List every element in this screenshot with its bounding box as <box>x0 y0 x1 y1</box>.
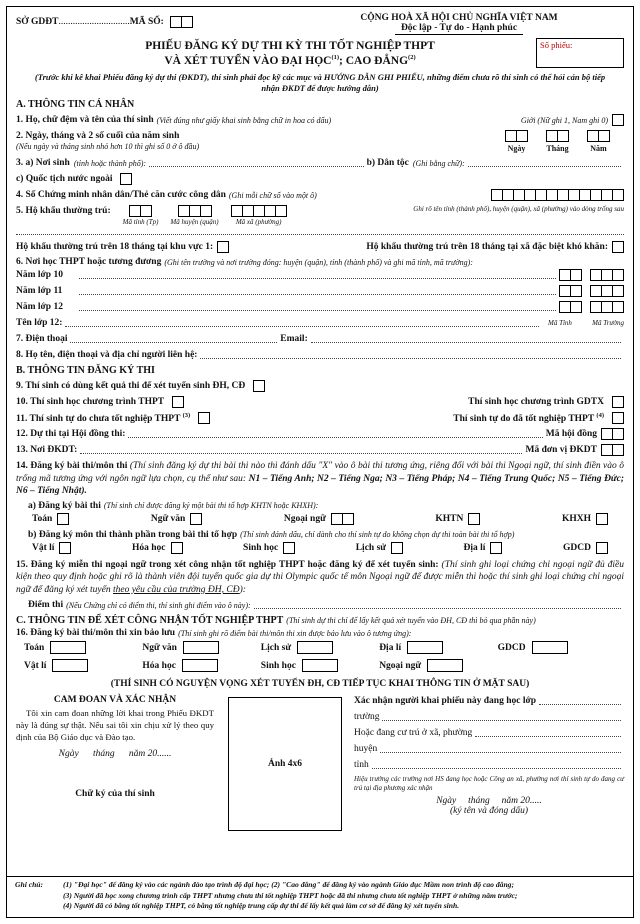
candidate-signature-label: Chữ ký của thí sinh <box>75 789 155 800</box>
ghi-chu-label: Ghi chú: <box>15 880 44 890</box>
reserve-label: GDCD <box>497 642 526 653</box>
confirm-line-2 <box>354 711 624 723</box>
exam-council-label: 12. Dự thi tại Hội đồng thi: <box>16 429 126 440</box>
confirm-class-label: Xác nhận người khai phiếu này đang học lớp <box>354 696 537 707</box>
item-14b-label-row <box>16 530 624 540</box>
school-province-11-boxes[interactable] <box>559 285 582 297</box>
subject-vat-li-box[interactable] <box>59 542 71 554</box>
footnote-ref-2: (2) <box>408 54 416 62</box>
reserve-dia-li-box[interactable] <box>407 641 443 654</box>
month-label: Tháng <box>546 144 569 154</box>
subject-label: KHTN <box>435 513 464 524</box>
graduated-candidate-box[interactable] <box>612 412 624 424</box>
class-12-field[interactable] <box>65 317 539 327</box>
residence-province-boxes[interactable] <box>129 205 152 217</box>
reserve-label: Vật lí <box>24 660 47 671</box>
item-12 <box>16 428 624 440</box>
subject-khtn-box[interactable] <box>468 513 480 525</box>
reserve-toan <box>24 641 142 654</box>
item2-note: (Nếu ngày và tháng sinh nhỏ hơn 10 thì ghi số 0 ở ô đầu) <box>16 142 200 152</box>
reserve-label: Hóa học <box>142 660 176 671</box>
input-box-cell[interactable] <box>275 205 287 217</box>
subject-sinh-hoc-box[interactable] <box>283 542 295 554</box>
residence-district-caption: Mã huyện (quận) <box>170 218 219 227</box>
signature-area[interactable] <box>16 759 214 789</box>
input-box-cell[interactable] <box>190 513 202 525</box>
subject-gdcd-box[interactable] <box>596 542 608 554</box>
item-15-intro <box>16 559 624 597</box>
input-box-cell[interactable] <box>612 444 624 456</box>
so-gddt-blank[interactable]: .............................. <box>58 17 130 28</box>
reserve-ngu-van <box>142 641 260 654</box>
input-box-cell[interactable] <box>570 301 582 313</box>
continue-note: (THÍ SINH CÓ NGUYỆN VỌNG XÉT TUYỂN ĐH, CĐ TIẾP TỤC KHAI THÔNG TIN Ở MẶT SAU) <box>110 679 530 690</box>
subject-khxh <box>562 513 608 525</box>
input-box-cell[interactable] <box>598 130 610 142</box>
photo-label: Ảnh 4x6 <box>267 759 303 770</box>
thpt-program-box[interactable] <box>172 396 184 408</box>
subject-hoa-hoc-box[interactable] <box>171 542 183 554</box>
grade-11-label: Năm lớp 11 <box>16 286 63 297</box>
declaration-block <box>16 695 214 831</box>
section-c-note: (Thí sinh dự thi chỉ để lấy kết quả xét tuyển vào ĐH, CĐ thì bỏ qua phần này) <box>286 616 536 626</box>
reserve-gdcd <box>498 641 616 654</box>
confirm-school-label: trường <box>354 712 380 723</box>
footnote-ref-3: (3) <box>182 412 191 420</box>
reserve-hoa-hoc-box[interactable] <box>182 659 218 672</box>
input-box-cell[interactable] <box>200 205 212 217</box>
grade-10-label: Năm lớp 10 <box>16 270 63 281</box>
reserve-dia-li <box>379 641 497 654</box>
input-box-cell[interactable] <box>557 130 569 142</box>
birthplace-field[interactable] <box>149 157 364 167</box>
dob-day <box>505 130 528 153</box>
input-box-cell[interactable] <box>612 189 624 201</box>
item-10 <box>16 396 624 408</box>
item-14-intro <box>16 460 624 498</box>
id-number-label: 4. Số Chứng minh nhân dân/Thẻ căn cước công dân <box>16 190 226 201</box>
subject-hoa-hoc <box>132 542 183 554</box>
confirm-province-field[interactable] <box>372 759 621 769</box>
footnotes-text <box>63 880 517 912</box>
confirm-province-label: tỉnh <box>354 760 369 771</box>
section-a-title: A. THÔNG TIN CÁ NHÂN <box>16 99 135 111</box>
confirm-ward-label: Hoặc đang cư trú ở xã, phường <box>354 728 473 739</box>
foreign-nationality-box[interactable] <box>120 173 132 185</box>
reserve-sinh-hoc-box[interactable] <box>302 659 338 672</box>
item15-label: 15. Đăng ký miễn thi ngoại ngữ trong xét công nhận tốt nghiệp THPT hoặc đăng ký để xét tuyển sinh: <box>16 559 439 570</box>
item-4 <box>16 189 624 201</box>
input-box-cell[interactable] <box>59 542 71 554</box>
reserve-scores-row2 <box>16 659 624 672</box>
residence-address-field[interactable] <box>16 230 624 235</box>
form-title-line1: PHIẾU ĐĂNG KÝ DỰ THI KỲ THI TỐT NGHIỆP THPT <box>145 40 435 52</box>
subject-lich-su <box>356 542 403 554</box>
input-box-cell[interactable] <box>198 412 210 424</box>
input-box-cell[interactable] <box>253 380 265 392</box>
input-box-cell[interactable] <box>391 542 403 554</box>
title-area <box>16 39 624 69</box>
footnote-ref-4: (4) <box>596 412 604 420</box>
title-line2-text2: ; CAO ĐẲNG <box>339 54 409 67</box>
subject-ngu-van <box>151 513 202 525</box>
input-box-cell[interactable] <box>468 513 480 525</box>
item16-label: 16. Đăng ký bài thi/môn thi xin bảo lưu <box>16 628 176 639</box>
reserve-label: Sinh học <box>260 660 296 671</box>
reserve-ngoai-ngu <box>379 659 497 672</box>
reserve-ngu-van-box[interactable] <box>183 641 219 654</box>
input-box-cell[interactable] <box>612 428 624 440</box>
reserve-vat-li <box>24 659 142 672</box>
input-box-cell[interactable] <box>140 205 152 217</box>
email-field[interactable] <box>311 333 621 343</box>
day-label: Ngày <box>507 144 526 154</box>
input-box-cell[interactable] <box>596 542 608 554</box>
ethnicity-field[interactable] <box>468 157 621 167</box>
item-3ab <box>16 157 624 169</box>
dkdt-unit-code-label: Mã đơn vị ĐKDT <box>525 445 597 456</box>
subject-lich-su-box[interactable] <box>391 542 403 554</box>
school-section-label: 6. Nơi học THPT hoặc tương đương <box>16 257 162 268</box>
reserve-label: Toán <box>24 642 45 653</box>
phone-label: 7. Điện thoại <box>16 334 68 345</box>
item2-label: 2. Ngày, tháng và 2 số cuối của năm sinh <box>16 131 180 142</box>
department-line <box>16 13 193 28</box>
item-13 <box>16 444 624 456</box>
subject-dia-li <box>464 542 503 554</box>
subject-toan <box>32 513 69 525</box>
confirm-line-5 <box>354 759 624 771</box>
confirm-ward-field[interactable] <box>475 727 621 737</box>
residence-district <box>170 205 218 226</box>
item-1 <box>16 114 624 126</box>
input-box-cell[interactable] <box>342 513 354 525</box>
bottom-section <box>16 695 624 831</box>
ma-so-label: MÃ SỐ: <box>129 17 164 28</box>
kv1-box[interactable] <box>217 241 229 253</box>
photo-box <box>228 697 342 831</box>
free-candidate-label: 11. Thí sinh tự do chưa tốt nghiệp THPT $^{(3)}$ <box>16 412 191 425</box>
id-number-boxes[interactable] <box>491 189 624 201</box>
section-c-title-row <box>16 615 624 626</box>
residence-label: 5. Hộ khẩu thường trú: <box>16 206 111 217</box>
reserve-sinh-hoc <box>261 659 379 672</box>
difficult-area-box[interactable] <box>612 241 624 253</box>
gender-box[interactable] <box>612 114 624 126</box>
national-header <box>294 13 624 35</box>
grade-12-label: Năm lớp 12 <box>16 302 63 313</box>
residence-district-boxes[interactable] <box>178 205 212 217</box>
school-code-10-boxes[interactable] <box>590 269 624 281</box>
input-box-cell[interactable] <box>570 269 582 281</box>
confirm-authority-note: Hiệu trưởng các trường nơi HS đang học hoặc Công an xã, phường nơi thí sinh tự do đang cư trú tại địa phương xác nhận <box>354 775 624 793</box>
id-number-note: (Ghi mỗi chữ số vào một ô) <box>228 190 317 200</box>
item15-note-end: ): <box>239 584 246 595</box>
subject-label: Ngữ văn <box>150 513 186 524</box>
dkdt-unit-code-boxes[interactable] <box>601 444 624 456</box>
year-boxes[interactable] <box>587 130 610 142</box>
class-12-row <box>16 317 624 329</box>
item-14a-label-row <box>16 501 624 511</box>
confirm-line-1 <box>354 695 624 707</box>
input-box-cell[interactable] <box>612 285 624 297</box>
residence-ward <box>231 205 287 226</box>
declaration-date-line: Ngày tháng năm 20...... <box>58 749 172 760</box>
section-c-title: C. THÔNG TIN ĐỂ XÉT CÔNG NHẬN TỐT NGHIỆP THPT <box>16 615 284 627</box>
subject-label: Hóa học <box>131 542 166 553</box>
dob-year <box>587 130 610 153</box>
school-province-12-boxes[interactable] <box>559 301 582 313</box>
item-6-label-row <box>16 257 624 267</box>
confirm-class-field[interactable] <box>539 695 621 705</box>
school-year-12-row <box>16 301 624 313</box>
subject-label: Ngoại ngữ <box>283 513 326 524</box>
footnotes <box>7 876 633 917</box>
residence-ward-boxes[interactable] <box>231 205 287 217</box>
exam-group-b-row <box>16 542 624 554</box>
input-box-cell[interactable] <box>612 301 624 313</box>
input-box-cell[interactable] <box>516 130 528 142</box>
phone-field[interactable] <box>70 333 277 343</box>
item1-label: 1. Họ, chữ đệm và tên của thí sinh <box>16 115 154 126</box>
item-9 <box>16 380 624 392</box>
residence-ward-caption: Mã xã (phường) <box>235 218 282 227</box>
reserve-hoa-hoc <box>142 659 260 672</box>
kv1-label: Hộ khẩu thường trú trên 18 tháng tại khu vực 1: <box>16 242 214 253</box>
contact-person-field[interactable] <box>200 349 621 359</box>
input-box-cell[interactable] <box>490 542 502 554</box>
school-name-10-field[interactable] <box>79 269 556 279</box>
subject-label: Sinh học <box>243 542 279 553</box>
so-phieu-box[interactable] <box>536 38 624 68</box>
birthplace-note: (tỉnh hoặc thành phố): <box>73 158 147 168</box>
intro-note: (Trước khi kê khai Phiếu đăng ký dự thi (ĐKDT), thí sinh phải đọc kỹ các mục và HƯỚNG DẪN GHI PHIẾU, những điểm chưa rõ thí sinh có thể hỏi cán bộ tiếp nhận ĐKDT để được hướng dẫn) <box>34 71 606 93</box>
subject-ngoai-ngu <box>284 513 354 525</box>
reserve-ngoai-ngu-box[interactable] <box>427 659 463 672</box>
subject-label: Lịch sử <box>355 542 386 553</box>
foreign-nationality-label: c) Quốc tịch nước ngoài <box>16 174 113 185</box>
form-title-line2 <box>16 54 564 69</box>
ma-tinh-caption: Mã Tỉnh <box>548 319 572 328</box>
subject-label: GDCD <box>562 542 591 553</box>
input-box-cell[interactable] <box>171 542 183 554</box>
reserve-vat-li-box[interactable] <box>52 659 88 672</box>
dob-month <box>546 130 569 153</box>
item15-note: (Thí sinh ghi loại chứng chỉ ngoại ngữ đủ điều kiện theo quy định hoặc ghi rõ là thành viên đội tuyển quốc gia dự thi Olympic quốc tế môn Ngoại ngữ để được miễn thi hoặc thí sinh ghi loại chứng chỉ ngoại ngữ để đăng ký xét tuyển <box>16 559 624 595</box>
email-label: Email: <box>280 334 308 345</box>
subject-label: KHXH <box>561 513 591 524</box>
item16-note: (Thí sinh ghi rõ điểm bài thi/môn thi xin được bảo lưu vào ô tương ứng): <box>178 628 412 638</box>
school-year-11-row <box>16 285 624 297</box>
item14-languages: N1 – Tiếng Anh; N2 – Tiếng Nga; N3 – Tiếng Pháp; N4 – Tiếng Trung Quốc; N5 – Tiếng Đức; N6 – Tiếng Nhật). <box>16 473 624 497</box>
gdtx-program-label: Thí sinh học chương trình GDTX <box>468 397 604 408</box>
council-code-boxes[interactable] <box>601 428 624 440</box>
use-result-label: 9. Thí sinh có dùng kết quả thi để xét tuyển sinh ĐH, CĐ <box>16 381 246 392</box>
reserve-gdcd-box[interactable] <box>532 641 568 654</box>
item1-note: (Viết đúng như giấy khai sinh bằng chữ in hoa có dấu) <box>156 115 332 125</box>
subject-label: Vật lí <box>32 542 55 553</box>
input-box-cell[interactable] <box>612 269 624 281</box>
school-province-10-boxes[interactable] <box>559 269 582 281</box>
reserve-lich-su <box>261 641 379 654</box>
subject-toan-box[interactable] <box>57 513 69 525</box>
input-box-cell[interactable] <box>612 241 624 253</box>
item-16-label-row <box>16 628 624 638</box>
input-box-cell[interactable] <box>181 16 193 28</box>
dkdt-place-label: 13. Nơi ĐKDT: <box>16 445 78 456</box>
subject-sinh-hoc <box>243 542 295 554</box>
school-code-12-boxes[interactable] <box>590 301 624 313</box>
subject-gdcd <box>563 542 608 554</box>
subject-vat-li <box>32 542 71 554</box>
residence-province <box>123 205 159 226</box>
subject-khtn <box>435 513 480 525</box>
reserve-lich-su-box[interactable] <box>297 641 333 654</box>
item14b-note: (Thí sinh đánh dấu, chỉ dành cho thí sinh tự do không chọn dự thi toàn bài thi tổ hợp) <box>240 530 515 540</box>
subject-dia-li-box[interactable] <box>490 542 502 554</box>
input-box-cell[interactable] <box>172 396 184 408</box>
input-box-cell[interactable] <box>120 173 132 185</box>
gdtx-program-box[interactable] <box>612 396 624 408</box>
item14b-label: b) Đăng ký môn thi thành phần trong bài thi tổ hợp <box>28 529 238 540</box>
ma-truong-caption: Mã Trường <box>592 319 624 328</box>
input-box-cell[interactable] <box>612 412 624 424</box>
input-box-cell[interactable] <box>612 396 624 408</box>
confirm-school-field[interactable] <box>382 711 621 721</box>
input-box-cell[interactable] <box>612 114 624 126</box>
dob-labels <box>16 130 199 153</box>
exam-council-field[interactable] <box>128 428 542 438</box>
reserve-scores-row1 <box>16 641 624 654</box>
item14a-label: a) Đăng ký bài thi <box>28 500 101 511</box>
form-border <box>6 6 634 918</box>
so-phieu-label: Số phiếu: <box>540 40 573 50</box>
free-candidate-box[interactable] <box>198 412 210 424</box>
input-box-cell[interactable] <box>283 542 295 554</box>
school-code-11-boxes[interactable] <box>590 285 624 297</box>
contact-person-label: 8. Họ tên, điện thoại và địa chỉ người liên hệ: <box>16 350 198 361</box>
input-box-cell[interactable] <box>57 513 69 525</box>
score-note: (Nếu Chứng chỉ có điểm thi, thí sinh ghi điểm vào ô này): <box>66 600 251 610</box>
confirm-line-4 <box>354 743 624 755</box>
item15-note-underlined: theo yêu cầu của trường ĐH, CĐ <box>112 584 240 595</box>
school-name-11-field[interactable] <box>79 285 556 295</box>
birthplace-label: 3. a) Nơi sinh <box>16 158 70 169</box>
ethnicity-note: (Ghi bằng chữ): <box>412 158 465 168</box>
item-3c <box>16 173 624 185</box>
footnote-3: (4) Người đã có bằng tốt nghiệp THPT, có bằng tốt nghiệp trung cấp dự thi để lấy kết quả làm cơ sở để đăng ký xét tuyển sinh. <box>63 901 460 911</box>
confirm-district-label: huyện <box>354 744 378 755</box>
confirm-date-line: Ngày tháng năm 20..... <box>436 795 542 806</box>
item14a-note: (Thí sinh chỉ được đăng ký một bài thi tổ hợp KHTN hoặc KHXH): <box>103 501 319 511</box>
day-boxes[interactable] <box>505 130 528 142</box>
item14-note: (Thí sinh đăng ký dự thi bài thi nào thì đánh dấu "X" vào ô bài thi tương ứng, riêng đối với bài thi Ngoại ngữ, thí sinh điền vào ô trống mã tương ứng với ngôn ngữ lựa chọn, cụ thể như sau: <box>16 461 625 484</box>
school-name-12-field[interactable] <box>79 301 556 311</box>
council-code-label: Mã hội đồng <box>545 429 597 440</box>
subject-label: Địa lí <box>463 542 486 553</box>
school-year-10-row <box>16 269 624 281</box>
exam-group-a-row <box>16 513 624 525</box>
form-header <box>16 13 624 35</box>
footnote-1: (1) "Đại học" để đăng ký vào các ngành đào tạo trình độ đại học; (2) "Cao đẳng" để đăng ký vào ngành Giáo dục Mầm non trình độ cao đẳng; <box>63 880 515 890</box>
item14-label: 14. Đăng ký bài thi/môn thi <box>16 461 128 472</box>
item-5-area <box>16 241 624 253</box>
item-11 <box>16 412 624 424</box>
national-title: CỘNG HOÀ XÃ HỘI CHỦ NGHĨA VIỆT NAM <box>360 13 558 23</box>
so-gddt-label: SỞ GDĐT <box>16 17 59 28</box>
footnote-2: (3) Người đã học xong chương trình cấp THPT nhưng chưa thi tốt nghiệp THPT hoặc đã thi nhưng chưa tốt nghiệp THPT ở những năm trước; <box>63 890 518 900</box>
title-line2-text: VÀ XÉT TUYỂN VÀO ĐẠI HỌC <box>164 54 332 67</box>
reserve-label: Ngữ văn <box>142 642 177 653</box>
ma-so-boxes[interactable] <box>170 16 193 28</box>
reserve-label: Địa lí <box>379 642 402 653</box>
item-8 <box>16 349 624 361</box>
residence-note: Ghi rõ tên tỉnh (thành phố), huyện (quận), xã (phường) vào dòng trống sau <box>413 205 624 214</box>
declaration-title: CAM ĐOAN VÀ XÁC NHẬN <box>53 695 177 706</box>
item-5 <box>16 205 624 226</box>
thpt-program-label: 10. Thí sinh học chương trình THPT <box>16 397 165 408</box>
item-15-score-row <box>16 599 624 611</box>
footnote-ref-1: (1) <box>331 54 340 62</box>
school-section-note: (Ghi tên trường và nơi trường đóng: huyện (quận), tỉnh (thành phố) và ghi mã tỉnh, mã trường): <box>164 257 473 267</box>
confirm-district-field[interactable] <box>380 743 621 753</box>
input-box-cell[interactable] <box>217 241 229 253</box>
gender-label: Giới (Nữ ghi 1, Nam ghi 0) <box>520 115 608 125</box>
residence-province-caption: Mã tỉnh (Tp) <box>122 218 159 227</box>
reserve-label: Ngoại ngữ <box>379 660 422 671</box>
difficult-area-label: Hộ khẩu thường trú trên 18 tháng tại xã đặc biệt khó khăn: <box>366 242 608 253</box>
reserve-label: Lịch sử <box>260 642 292 653</box>
ethnicity-label: b) Dân tộc <box>366 158 409 169</box>
year-label: Năm <box>590 144 607 154</box>
item-7 <box>16 333 624 345</box>
national-motto: Độc lập - Tự do - Hạnh phúc <box>395 23 523 35</box>
subject-ngu-van-box[interactable] <box>190 513 202 525</box>
graduated-candidate-label: Thí sinh tự do đã tốt nghiệp THPT $^{(4)}$ <box>453 412 604 425</box>
subject-khxh-box[interactable] <box>596 513 608 525</box>
declaration-body: Tôi xin cam đoan những lời khai trong Phiếu ĐKDT này là đúng sự thật. Nếu sai tôi xin chịu xử lý theo quy định của Bộ Giáo dục và Đào tạo. <box>16 708 214 742</box>
item-2 <box>16 130 624 153</box>
confirm-line-3 <box>354 727 624 739</box>
confirmation-block <box>354 695 624 831</box>
score-label: Điểm thi <box>28 600 64 611</box>
use-result-box[interactable] <box>253 380 265 392</box>
subject-label: Toán <box>32 513 53 524</box>
subject-ngoai-ngu-box[interactable] <box>331 513 354 525</box>
input-box-cell[interactable] <box>570 285 582 297</box>
dkdt-place-field[interactable] <box>80 444 522 454</box>
class-12-label: Tên lớp 12: <box>16 318 63 329</box>
score-field[interactable] <box>254 599 621 609</box>
code-captions <box>548 319 624 327</box>
reserve-toan-box[interactable] <box>50 641 86 654</box>
month-boxes[interactable] <box>546 130 569 142</box>
confirm-sign-note: (ký tên và đóng dấu) <box>449 805 529 816</box>
input-box-cell[interactable] <box>596 513 608 525</box>
section-b-title: B. THÔNG TIN ĐĂNG KÝ THI <box>16 365 155 377</box>
